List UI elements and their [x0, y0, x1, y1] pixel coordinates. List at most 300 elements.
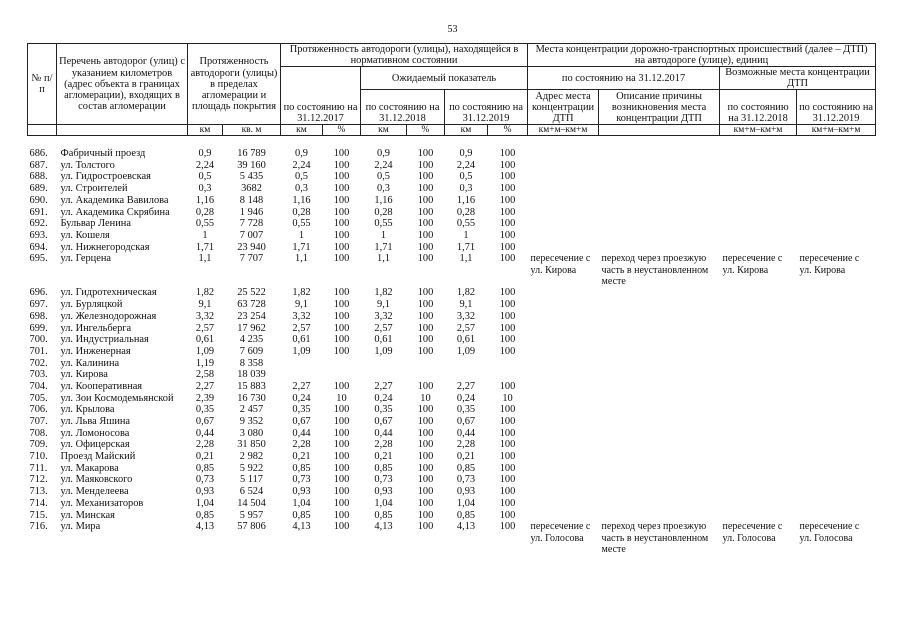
exp-2019-km: 9,1 — [459, 299, 473, 311]
table-row — [28, 439, 876, 451]
road-name: Проезд Майский — [60, 451, 136, 463]
road-name: ул. Офицерская — [60, 439, 130, 451]
area-sqm: 23 940 — [237, 241, 266, 253]
area-sqm: 7 707 — [239, 253, 264, 265]
norm-2017-pct: 100 — [333, 416, 350, 428]
possible-2018 — [720, 486, 797, 498]
header-length: Протяженность автодороги (улицы) в пределах агломерации и площадь покрытия — [188, 44, 281, 125]
accident-address — [528, 451, 599, 463]
header-accidents: Места концентрации дорожно-транспортных происшествий (далее – ДТП) на автодороге (улице), единиц — [528, 44, 876, 67]
area-sqm: 5 957 — [239, 509, 264, 521]
road-name: ул. Железнодорожная — [60, 310, 157, 322]
table-row — [28, 287, 876, 299]
row-number: 715. — [29, 509, 48, 521]
accident-cause — [599, 510, 720, 522]
road-name: ул. Зои Космодемьянской — [60, 392, 174, 404]
exp-2019-km: 0,61 — [456, 334, 476, 346]
exp-2019-km — [445, 358, 488, 370]
norm-2017-km: 2,28 — [292, 439, 311, 451]
norm-2017-km: 0,44 — [292, 427, 311, 439]
accident-cause: переход через проезжую часть в неустановленном месте — [601, 521, 709, 556]
area-sqm: 8 358 — [239, 357, 264, 369]
length-km: 0,28 — [195, 206, 215, 218]
norm-2017-km: 0,9 — [295, 148, 308, 160]
row-number: 689. — [29, 183, 48, 195]
accident-address — [528, 439, 599, 451]
accident-cause — [599, 287, 720, 299]
road-name: Фабричный проезд — [60, 148, 146, 160]
accident-cause — [599, 311, 720, 323]
possible-2018 — [720, 393, 797, 405]
exp-2019-km — [445, 369, 488, 381]
exp-2018-pct — [407, 358, 445, 370]
table-row — [28, 160, 876, 172]
possible-2018 — [720, 498, 797, 510]
header-status-2017: по состоянию на 31.12.2017 — [281, 67, 361, 125]
norm-2017-pct: 100 — [333, 171, 350, 183]
norm-2017-km: 1,71 — [292, 241, 311, 253]
accident-address — [528, 334, 599, 346]
area-sqm: 39 160 — [237, 159, 266, 171]
accident-cause — [599, 358, 720, 370]
length-km: 0,21 — [195, 451, 215, 463]
row-number: 713. — [29, 486, 48, 498]
row-number: 708. — [29, 427, 48, 439]
road-name: ул. Индустриальная — [60, 334, 149, 346]
exp-2018-pct: 100 — [417, 287, 434, 299]
possible-2019 — [797, 218, 876, 230]
norm-2017-km: 0,61 — [292, 334, 311, 346]
norm-2017-pct: 100 — [333, 194, 350, 206]
possible-2018 — [720, 358, 797, 370]
norm-2017-pct: 100 — [333, 509, 350, 521]
area-sqm: 2 457 — [239, 404, 264, 416]
table-row — [28, 358, 876, 370]
possible-2018 — [720, 230, 797, 242]
exp-2018-km: 0,85 — [374, 462, 393, 474]
exp-2018-pct: 100 — [417, 462, 434, 474]
exp-2019-pct: 100 — [499, 486, 516, 498]
table-row — [28, 381, 876, 393]
exp-2018-km: 2,28 — [374, 439, 393, 451]
length-km: 1,16 — [195, 194, 215, 206]
possible-2019 — [797, 183, 876, 195]
exp-2018-pct: 100 — [417, 299, 434, 311]
row-number: 702. — [29, 357, 48, 369]
area-sqm: 31 850 — [237, 439, 266, 451]
norm-2017-km: 0,24 — [292, 392, 311, 404]
length-km: 2,39 — [195, 392, 215, 404]
accident-address — [528, 498, 599, 510]
unit-km: км — [361, 125, 407, 136]
accident-address — [528, 416, 599, 428]
length-km: 0,61 — [195, 334, 215, 346]
table-row — [28, 148, 876, 160]
possible-2018 — [720, 242, 797, 254]
exp-2018-km: 1 — [380, 229, 387, 241]
table-row — [28, 230, 876, 242]
exp-2019-km: 0,35 — [456, 404, 476, 416]
header-address: Адрес места концентрации ДТП — [528, 90, 599, 125]
header-normative: Протяженность автодороги (улицы), находящейся в нормативном состоянии — [281, 44, 528, 67]
exp-2018-pct: 100 — [417, 345, 434, 357]
possible-2019 — [797, 242, 876, 254]
header-cause: Описание причины возникновения места концентрации ДТП — [599, 90, 720, 125]
accident-address — [528, 404, 599, 416]
exp-2018-pct: 100 — [417, 253, 434, 265]
exp-2018-km: 0,21 — [374, 451, 393, 463]
row-number: 716. — [29, 521, 48, 533]
length-km: 1,71 — [195, 241, 215, 253]
exp-2018-km — [361, 358, 407, 370]
row-number: 697. — [29, 299, 48, 311]
area-sqm: 25 522 — [237, 287, 266, 299]
area-sqm: 57 806 — [237, 521, 266, 533]
norm-2017-pct: 100 — [333, 322, 350, 334]
norm-2017-km: 1,09 — [292, 345, 311, 357]
exp-2018-pct: 100 — [417, 171, 434, 183]
accident-address — [528, 486, 599, 498]
accident-cause — [599, 404, 720, 416]
length-km: 0,73 — [195, 474, 215, 486]
norm-2017-pct: 100 — [333, 229, 350, 241]
road-name: ул. Минская — [60, 509, 115, 521]
table-row — [28, 334, 876, 346]
exp-2018-pct: 100 — [417, 241, 434, 253]
norm-2017-pct: 100 — [333, 310, 350, 322]
possible-2019: пересечение с ул. Голосова — [799, 521, 860, 544]
possible-2018 — [720, 195, 797, 207]
length-km: 0,3 — [198, 183, 212, 195]
norm-2017-pct: 100 — [333, 521, 350, 533]
exp-2019-km: 1,1 — [459, 253, 473, 265]
norm-2017-pct: 100 — [333, 299, 350, 311]
exp-2019-km: 1,04 — [456, 497, 476, 509]
road-name: ул. Строителей — [60, 183, 128, 195]
row-number: 700. — [29, 334, 48, 346]
road-name: ул. Академика Скрябина — [60, 206, 170, 218]
exp-2018-km: 1,04 — [374, 497, 393, 509]
row-number: 709. — [29, 439, 48, 451]
possible-2019: пересечение с ул. Кирова — [799, 253, 860, 276]
accident-address — [528, 311, 599, 323]
exp-2019-pct: 10 — [502, 392, 513, 404]
length-km: 0,35 — [195, 404, 215, 416]
accident-address — [528, 183, 599, 195]
possible-2018 — [720, 160, 797, 172]
road-name: ул. Механизаторов — [60, 497, 144, 509]
accident-cause — [599, 183, 720, 195]
row-number: 687. — [29, 159, 48, 171]
possible-2019 — [797, 346, 876, 358]
possible-2018 — [720, 369, 797, 381]
road-name: ул. Нижнегородская — [60, 241, 150, 253]
road-name: ул. Академика Вавилова — [60, 194, 169, 206]
exp-2019-pct: 100 — [499, 148, 516, 160]
possible-2019 — [797, 416, 876, 428]
possible-2018 — [720, 287, 797, 299]
table-row — [28, 346, 876, 358]
norm-2017-pct: 100 — [333, 486, 350, 498]
accident-cause — [599, 416, 720, 428]
length-km: 2,24 — [195, 159, 215, 171]
table-row — [28, 242, 876, 254]
accident-cause — [599, 207, 720, 219]
exp-2019-pct: 100 — [499, 218, 516, 230]
exp-2018-km: 0,24 — [374, 392, 393, 404]
length-km: 3,32 — [195, 310, 215, 322]
possible-2018 — [720, 404, 797, 416]
table-row — [28, 498, 876, 510]
length-km: 0,85 — [195, 462, 215, 474]
accident-address — [528, 148, 599, 160]
area-sqm: 23 254 — [237, 310, 266, 322]
length-km: 1,1 — [198, 253, 212, 265]
row-number: 695. — [29, 253, 48, 265]
accident-cause — [599, 428, 720, 440]
area-sqm: 6 524 — [239, 486, 264, 498]
unit-cell — [57, 125, 188, 136]
accident-cause — [599, 439, 720, 451]
exp-2019-pct: 100 — [499, 334, 516, 346]
area-sqm: 14 504 — [237, 497, 266, 509]
norm-2017-km: 0,85 — [292, 462, 311, 474]
road-name: ул. Крылова — [60, 404, 115, 416]
norm-2017-pct: 100 — [333, 474, 350, 486]
accident-address — [528, 369, 599, 381]
road-name: ул. Льва Яшина — [60, 416, 131, 428]
area-sqm: 5 117 — [240, 474, 263, 486]
area-sqm: 1 946 — [239, 206, 264, 218]
header-expected: Ожидаемый показатель — [361, 67, 528, 90]
possible-2018 — [720, 207, 797, 219]
header-acc-2017: по состоянию на 31.12.2017 — [528, 67, 720, 90]
possible-2019 — [797, 287, 876, 299]
road-name: ул. Гидростроевская — [60, 171, 151, 183]
exp-2018-pct: 100 — [417, 310, 434, 322]
area-sqm: 5 435 — [239, 171, 264, 183]
row-number: 692. — [29, 218, 48, 230]
row-number: 696. — [29, 287, 48, 299]
norm-2017-km: 0,93 — [292, 486, 311, 498]
exp-2018-km: 0,3 — [377, 183, 390, 195]
norm-2017-km: 3,32 — [292, 310, 311, 322]
exp-2018-km: 4,13 — [374, 521, 393, 533]
accident-cause — [599, 463, 720, 475]
possible-2018 — [720, 323, 797, 335]
accident-cause — [599, 171, 720, 183]
norm-2017-pct: 100 — [333, 334, 350, 346]
length-km: 2,57 — [195, 322, 215, 334]
exp-2018-pct: 100 — [417, 416, 434, 428]
length-km: 9,1 — [198, 299, 212, 311]
accident-cause — [599, 486, 720, 498]
exp-2019-pct: 100 — [499, 427, 516, 439]
road-name: ул. Кошеля — [60, 229, 110, 241]
unit-pct: % — [323, 125, 361, 136]
possible-2019 — [797, 358, 876, 370]
exp-2018-km: 1,1 — [377, 253, 390, 265]
norm-2017-km: 0,73 — [292, 474, 311, 486]
road-name: ул. Ломоносова — [60, 427, 130, 439]
header-status-2018: по состоянию на 31.12.2018 — [361, 90, 445, 125]
length-km: 1,19 — [195, 357, 215, 369]
area-sqm: 3682 — [241, 183, 262, 195]
possible-2018 — [720, 148, 797, 160]
accident-address — [528, 171, 599, 183]
accident-cause — [599, 451, 720, 463]
norm-2017-km: 2,57 — [292, 322, 311, 334]
exp-2018-km: 0,61 — [374, 334, 393, 346]
exp-2019-km: 0,24 — [456, 392, 476, 404]
length-km: 0,93 — [195, 486, 215, 498]
table-row — [28, 218, 876, 230]
area-sqm: 5 922 — [239, 462, 264, 474]
accident-cause — [599, 160, 720, 172]
exp-2018-km: 1,82 — [374, 287, 393, 299]
road-name: ул. Гидротехническая — [60, 287, 157, 299]
exp-2019-pct: 100 — [499, 299, 516, 311]
exp-2018-km — [361, 369, 407, 381]
exp-2019-km: 2,27 — [456, 380, 476, 392]
exp-2019-pct: 100 — [499, 462, 516, 474]
length-km: 0,44 — [195, 427, 215, 439]
exp-2019-km: 4,13 — [456, 521, 476, 533]
exp-2018-km: 2,27 — [374, 380, 393, 392]
length-km: 0,9 — [198, 148, 212, 160]
road-name: ул. Мира — [60, 521, 101, 533]
norm-2017-km: 0,21 — [292, 451, 311, 463]
possible-2019 — [797, 160, 876, 172]
norm-2017-km: 1,16 — [292, 194, 311, 206]
row-number: 707. — [29, 416, 48, 428]
exp-2018-km: 0,44 — [374, 427, 393, 439]
table-row — [28, 486, 876, 498]
accident-cause — [599, 242, 720, 254]
row-number: 712. — [29, 474, 48, 486]
area-sqm: 16 730 — [237, 392, 266, 404]
exp-2019-km: 0,5 — [459, 171, 473, 183]
row-number: 698. — [29, 310, 48, 322]
unit-kmm: км+м–км+м — [797, 125, 876, 136]
exp-2018-km: 2,24 — [374, 159, 393, 171]
exp-2019-km: 1,71 — [456, 241, 476, 253]
exp-2019-km: 0,44 — [456, 427, 476, 439]
norm-2017-pct: 100 — [333, 287, 350, 299]
exp-2019-pct: 100 — [499, 451, 516, 463]
exp-2019-km: 1,09 — [456, 345, 476, 357]
possible-2019 — [797, 369, 876, 381]
row-number: 710. — [29, 451, 48, 463]
accident-cause — [599, 474, 720, 486]
possible-2019 — [797, 393, 876, 405]
exp-2019-pct: 100 — [499, 345, 516, 357]
norm-2017-pct: 100 — [333, 183, 350, 195]
exp-2019-pct: 100 — [499, 159, 516, 171]
exp-2018-km: 3,32 — [374, 310, 393, 322]
area-sqm: 7 609 — [239, 345, 264, 357]
exp-2018-pct: 100 — [417, 334, 434, 346]
exp-2018-km: 0,85 — [374, 509, 393, 521]
length-km: 0,55 — [195, 218, 215, 230]
norm-2017-pct: 10 — [336, 392, 347, 404]
possible-2019 — [797, 474, 876, 486]
table-body — [28, 136, 876, 556]
accident-cause — [599, 334, 720, 346]
exp-2019-pct: 100 — [499, 287, 516, 299]
road-name: ул. Инженерная — [60, 345, 131, 357]
exp-2019-pct: 100 — [499, 439, 516, 451]
norm-2017-pct: 100 — [333, 218, 350, 230]
exp-2019-km: 2,57 — [456, 322, 476, 334]
accident-address: пересечение с ул. Кирова — [530, 253, 591, 276]
road-name: ул. Кооперативная — [60, 380, 143, 392]
accident-address — [528, 195, 599, 207]
accident-address — [528, 474, 599, 486]
accident-cause — [599, 195, 720, 207]
possible-2018 — [720, 474, 797, 486]
length-km: 1,09 — [195, 345, 215, 357]
area-sqm: 9 352 — [239, 416, 264, 428]
exp-2019-km: 0,21 — [456, 451, 476, 463]
area-sqm: 7 728 — [239, 218, 264, 230]
exp-2019-km: 3,32 — [456, 310, 476, 322]
exp-2018-km: 0,5 — [377, 171, 390, 183]
road-name: ул. Ингельберга — [60, 322, 132, 334]
accident-address — [528, 207, 599, 219]
possible-2018 — [720, 171, 797, 183]
table-row — [28, 416, 876, 428]
exp-2019-pct: 100 — [499, 521, 516, 533]
exp-2018-km: 0,35 — [374, 404, 393, 416]
accident-address — [528, 358, 599, 370]
norm-2017-pct: 100 — [333, 241, 350, 253]
area-sqm: 63 728 — [237, 299, 266, 311]
accident-cause — [599, 218, 720, 230]
exp-2019-pct: 100 — [499, 474, 516, 486]
table-row — [28, 451, 876, 463]
exp-2018-pct: 100 — [417, 206, 434, 218]
norm-2017-pct: 100 — [333, 451, 350, 463]
norm-2017-km: 1,04 — [292, 497, 311, 509]
unit-km: км — [445, 125, 488, 136]
row-number: 693. — [29, 229, 48, 241]
road-name: ул. Бурляцкой — [60, 299, 123, 311]
row-number: 714. — [29, 497, 48, 509]
accident-cause: переход через проезжую часть в неустановленном месте — [601, 253, 709, 288]
exp-2019-pct: 100 — [499, 194, 516, 206]
row-number: 704. — [29, 380, 48, 392]
exp-2019-km: 2,28 — [456, 439, 476, 451]
unit-cell — [28, 125, 57, 136]
possible-2018 — [720, 311, 797, 323]
possible-2019 — [797, 334, 876, 346]
norm-2017-pct: 100 — [333, 206, 350, 218]
accident-address — [528, 381, 599, 393]
exp-2019-km: 0,55 — [456, 218, 476, 230]
possible-2018 — [720, 428, 797, 440]
possible-2018 — [720, 416, 797, 428]
accident-cause — [599, 299, 720, 311]
norm-2017-pct: 100 — [333, 427, 350, 439]
exp-2018-pct — [407, 369, 445, 381]
road-name: Бульвар Ленина — [60, 218, 131, 230]
row-number: 711. — [29, 462, 48, 474]
length-km: 0,85 — [195, 509, 215, 521]
header-status-2019: по состоянию на 31.12.2019 — [445, 90, 528, 125]
possible-2019 — [797, 299, 876, 311]
norm-2017-km: 1,82 — [292, 287, 311, 299]
